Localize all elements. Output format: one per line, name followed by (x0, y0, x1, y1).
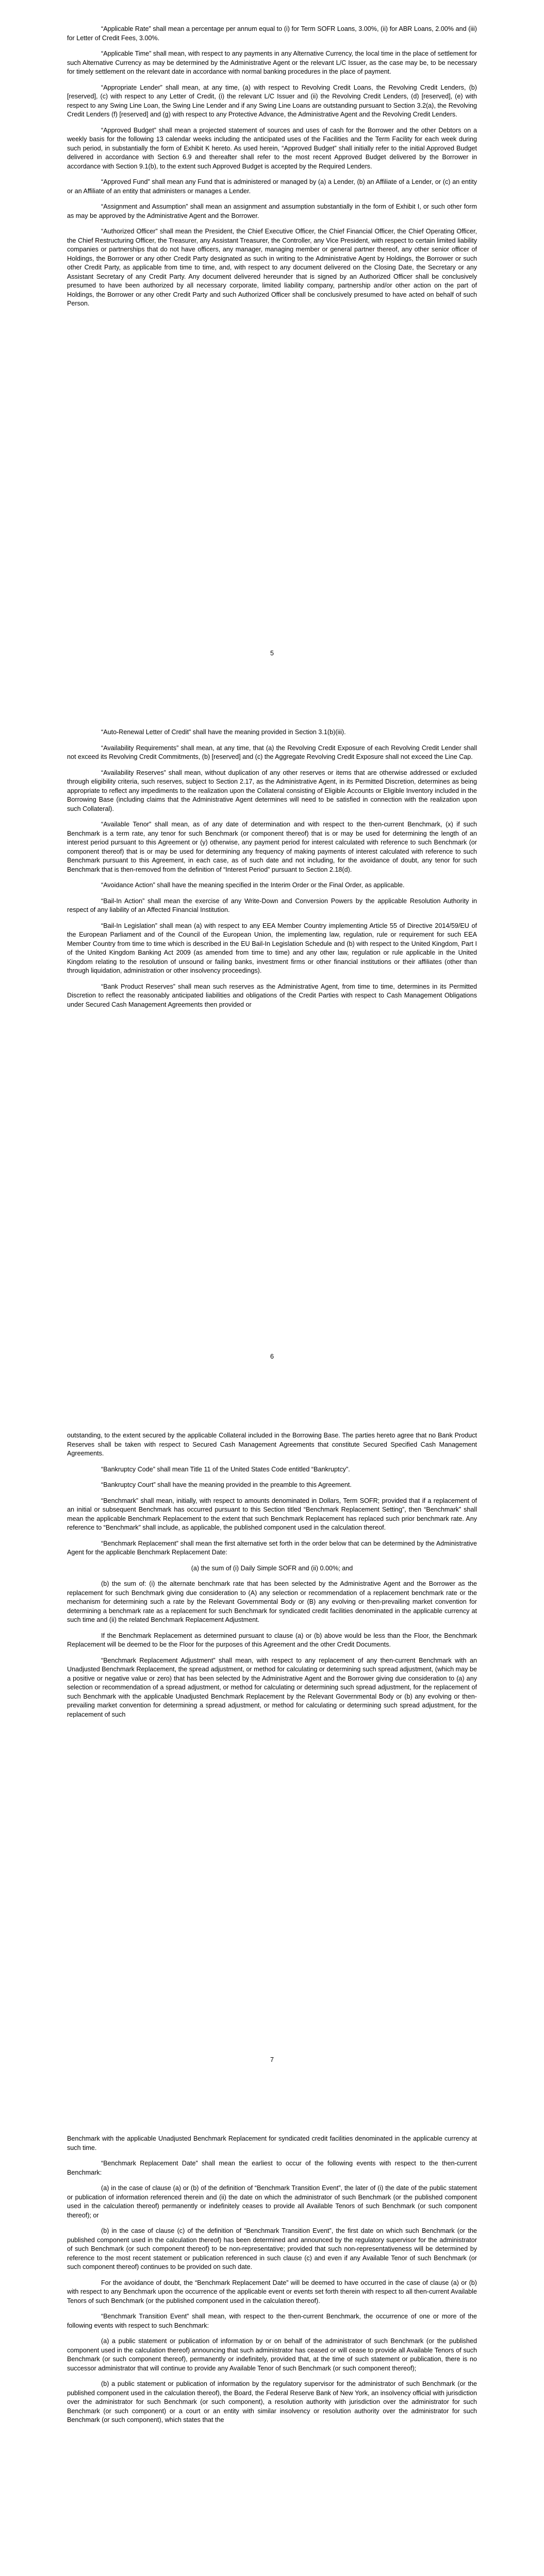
page-number: 7 (270, 2056, 274, 2063)
paragraph: (b) a public statement or publication of information by the regulatory supervisor for the administrator of such Benchmark (or the published component used in the calculation thereof), the Board, the Federal Reserve Bank of New York, an insolvency official with jurisdiction over the administrator for such Benchmark (or such component), a resolution authority with jurisdiction over the administrator for such Benchmark (or such component) or a court or an entity with similar insolvency or resolution authority over the administrator for such Benchmark (or such component), which states that the (67, 2380, 477, 2424)
document-page (0, 1406, 544, 2110)
paragraph: (a) in the case of clause (a) or (b) of the definition of “Benchmark Transition Event”, the later of (i) the date of the public statement or publication of information referenced therein and (ii) the date on which the administrator of such Benchmark (or the published component used in the calculation thereof) permanently or indefinitely ceases to provide all Available Tenors of such Benchmark (or such component thereof); or (67, 2184, 477, 2219)
paragraph: “Benchmark Replacement” shall mean the first alternative set forth in the order below that can be determined by the Administrative Agent for the applicable Benchmark Replacement Date: (67, 1539, 477, 1556)
paragraph: “Benchmark Transition Event” shall mean, with respect to the then-current Benchmark, the occurrence of one or more of the following events with respect to such Benchmark: (67, 2313, 477, 2329)
page-number: 6 (270, 1353, 274, 1360)
paragraph: For the avoidance of doubt, the “Benchmark Replacement Date” will be deemed to have occurred in the case of clause (a) or (b) with respect to any Benchmark upon the occurrence of the applicable event or events set forth therein with respect to all then-current Available Tenors of such Benchmark (or the published component used in the calculation thereof). (67, 2279, 477, 2304)
paragraph: “Bankruptcy Code” shall mean Title 11 of the United States Code entitled “Bankruptcy”. (101, 1465, 350, 1473)
paragraph: “Availability Reserves” shall mean, without duplication of any other reserves or items that are otherwise addressed or excluded through eligibility criteria, such reserves, subject to Section 2.17, as the Administrative Agent, in its Permitted Discretion, determines as being appropriate to reflect any impediments to the realization upon the Collateral consisting of Eligible Accounts or Eligible Inventory included in the Borrowing Base (including claims that the Administrative Agent determines will need to be satisfied in connection with the realization upon such Collateral). (67, 769, 477, 812)
page-number: 5 (270, 650, 274, 657)
paragraph: “Bank Product Reserves” shall mean such reserves as the Administrative Agent, from time to time, determines in its Permitted Discretion to reflect the reasonably anticipated liabilities and obligations of the Credit Parties with respect to Cash Management Obligations under Secured Cash Management Agreements then provided or (67, 982, 477, 1008)
paragraph: “Benchmark” shall mean, initially, with respect to amounts denominated in Dollars, Term SOFR; provided that if a replacement of an initial or subsequent Benchmark has occurred pursuant to this Section titled “Benchmark Replacement Setting”, then “Benchmark” shall mean the applicable Benchmark Replacement to the extent that such Benchmark Replacement has replaced such prior benchmark rate. Any reference to “Benchmark” shall include, as applicable, the published component used in the calculation thereof. (67, 1497, 477, 1531)
paragraph: If the Benchmark Replacement as determined pursuant to clause (a) or (b) above would be less than the Floor, the Benchmark Replacement will be deemed to be the Floor for the purposes of this Agreement and the other Credit Documents. (67, 1632, 477, 1648)
paragraph: “Applicable Time” shall mean, with respect to any payments in any Alternative Currency, the local time in the place of settlement for such Alternative Currency as may be determined by the Administrative Agent or the relevant L/C Issuer, as the case may be, to be necessary for timely settlement on the relevant date in accordance with normal banking procedures in the place of payment. (67, 50, 477, 75)
paragraph: “Authorized Officer” shall mean the President, the Chief Executive Officer, the Chief Financial Officer, the Chief Operating Officer, the Chief Restructuring Officer, the Treasurer, any Assistant Treasurer, the Controller, any Vice President, with respect to certain limited liability companies or partnerships that do not have officers, any manager, managing member or general partner thereof, any other senior officer of Holdings, the Borrower or any other Credit Party designated as such in writing to the Administrative Agent by Holdings, the Borrower or such other Credit Party, as applicable from time to time, and, with respect to any document delivered on the Closing Date, the Secretary or any Assistant Secretary of any Credit Party. Any document delivered hereunder that is signed by an Authorized Officer shall be conclusively presumed to have been authorized by all necessary corporate, limited liability company, partnership and/or other action on the part of Holdings, the Borrower or any other Credit Party and such Authorized Officer shall be conclusively presumed to have acted on behalf of such Person. (67, 228, 477, 307)
paragraph: “Bankruptcy Court” shall have the meaning provided in the preamble to this Agreement. (101, 1481, 352, 1488)
document-page (0, 703, 544, 1406)
paragraph: “Availability Requirements” shall mean, at any time, that (a) the Revolving Credit Exposure of each Revolving Credit Lender shall not exceed its Revolving Credit Commitments, (b) [reserved] and (c) the Aggregate Revolving Credit Exposure shall not exceed the Line Cap. (67, 744, 477, 760)
paragraph: (b) in the case of clause (c) of the definition of “Benchmark Transition Event”, the first date on which such Benchmark (or the published component used in the calculation thereof) has been determined and announced by the regulatory supervisor for the administrator of such Benchmark (or such component thereof) to be non-representative; provided that such non-representativeness will be determined by reference to the most recent statement or publication referenced in such clause (c) and even if any Available Tenor of such Benchmark (or such component thereof) continues to be provided on such date. (67, 2227, 477, 2270)
paragraph: “Avoidance Action” shall have the meaning specified in the Interim Order or the Final Order, as applicable. (101, 882, 405, 889)
paragraph: “Approved Budget” shall mean a projected statement of sources and uses of cash for the Borrower and the other Debtors on a weekly basis for the following 13 calendar weeks including the anticipated uses of the Facilities and the Term Facility for each week during such period, in substantially the form of Exhibit K hereto. As used herein, “Approved Budget” shall initially refer to the initial Approved Budget delivered in accordance with Section 6.9 and thereafter shall refer to the most recent Approved Budget delivered by the Borrower in accordance with Section 9.1(b), to the extent such Approved Budget is accepted by the Required Lenders. (67, 126, 477, 170)
paragraph: “Assignment and Assumption” shall mean an assignment and assumption substantially in the form of Exhibit I, or such other form as may be approved by the Administrative Agent and the Borrower. (67, 203, 477, 219)
paragraph: (b) the sum of: (i) the alternate benchmark rate that has been selected by the Administrative Agent and the Borrower as the replacement for such Benchmark giving due consideration to (A) any selection or recommendation of a replacement benchmark rate or the mechanism for determining such a rate by the Relevant Governmental Body or (B) any evolving or then-prevailing market convention for determining a benchmark rate as a replacement for such Benchmark for syndicated credit facilities denominated in the applicable currency at such time and (ii) the related Benchmark Replacement Adjustment. (67, 1580, 477, 1623)
paragraph: “Approved Fund” shall mean any Fund that is administered or managed by (a) a Lender, (b) an Affiliate of a Lender, or (c) an entity or an Affiliate of an entity that administers or manages a Lender. (67, 178, 477, 195)
document-page (0, 2110, 544, 2576)
paragraph: “Applicable Rate” shall mean a percentage per annum equal to (i) for Term SOFR Loans, 3.00%, (ii) for ABR Loans, 2.00% and (iii) for Letter of Credit Fees, 3.00%. (67, 25, 477, 42)
paragraph: “Bail-In Legislation” shall mean (a) with respect to any EEA Member Country implementing Article 55 of Directive 2014/59/EU of the European Parliament and of the Council of the European Union, the implementing law, regulation, rule or requirement for such EEA Member Country from time to time which is described in the EU Bail-In Legislation Schedule and (b) with respect to the United Kingdom, Part I of the United Kingdom Banking Act 2009 (as amended from time to time) and any other law, regulation or rule applicable in the United Kingdom relating to the resolution of unsound or failing banks, investment firms or other financial institutions or their affiliates (other than through liquidation, administration or other insolvency proceedings). (67, 922, 477, 974)
paragraph: “Appropriate Lender” shall mean, at any time, (a) with respect to Revolving Credit Loans, the Revolving Credit Lenders, (b) [reserved], (c) with respect to any Letter of Credit, (i) the relevant L/C Issuer and (ii) the Revolving Credit Lenders, (d) [reserved], (e) with respect to any Swing Line Loan, the Swing Line Lender and if any Swing Line Loans are outstanding pursuant to Section 3.2(a), the Revolving Credit Lenders (f) [reserved] and (g) with respect to any Protective Advance, the Administrative Agent and the Revolving Credit Lenders. (67, 83, 477, 118)
document-page (0, 0, 544, 703)
paragraph: “Auto-Renewal Letter of Credit” shall have the meaning provided in Section 3.1(b)(iii). (101, 728, 346, 736)
paragraph: “Bail-In Action” shall mean the exercise of any Write-Down and Conversion Powers by the applicable Resolution Authority in respect of any liability of an Affected Financial Institution. (67, 897, 477, 913)
paragraph: (a) a public statement or publication of information by or on behalf of the administrator of such Benchmark (or the published component used in the calculation thereof) announcing that such administrator has ceased or will cease to provide all Available Tenors of such Benchmark (or such component thereof), permanently or indefinitely, provided that, at the time of such statement or publication, there is no successor administrator that will continue to provide any Available Tenor of such Benchmark (or such component thereof); (67, 2337, 477, 2372)
paragraph: “Available Tenor” shall mean, as of any date of determination and with respect to the then-current Benchmark, (x) if such Benchmark is a term rate, any tenor for such Benchmark (or component thereof) that is or may be used for determining the length of an interest period pursuant to this Agreement or (y) otherwise, any payment period for interest calculated with reference to such Benchmark (or component thereof) that is or may be used for determining any frequency of making payments of interest calculated with reference to such Benchmark pursuant to this Agreement, in each case, as of such date and not including, for the avoidance of doubt, any tenor for such Benchmark that is then-removed from the definition of “Interest Period” pursuant to Section 2.18(d). (67, 821, 477, 873)
paragraph: “Benchmark Replacement Date” shall mean the earliest to occur of the following events with respect to the then-current Benchmark: (67, 2160, 477, 2176)
paragraph: Benchmark with the applicable Unadjusted Benchmark Replacement for syndicated credit facilities denominated in the applicable currency at such time. (67, 2135, 477, 2151)
paragraph: “Benchmark Replacement Adjustment” shall mean, with respect to any replacement of any then-current Benchmark with an Unadjusted Benchmark Replacement, the spread adjustment, or method for calculating or determining such spread adjustment, (which may be a positive or negative value or zero) that has been selected by the Administrative Agent and the Borrower giving due consideration to (a) any selection or recommendation of a spread adjustment, or method for calculating or determining such spread adjustment, for the replacement of such Benchmark with the applicable Unadjusted Benchmark Replacement by the Relevant Governmental Body or (b) any evolving or then-prevailing market convention for determining a spread adjustment, or method for calculating or determining such spread adjustment, for the replacement of such (67, 1656, 477, 1718)
paragraph: (a) the sum of (i) Daily Simple SOFR and (ii) 0.00%; and (191, 1564, 353, 1572)
paragraph: outstanding, to the extent secured by the applicable Collateral included in the Borrowing Base. The parties hereto agree that no Bank Product Reserves shall be taken with respect to Secured Cash Management Agreements that constitute Secured Specified Cash Management Agreements. (67, 1432, 477, 1457)
